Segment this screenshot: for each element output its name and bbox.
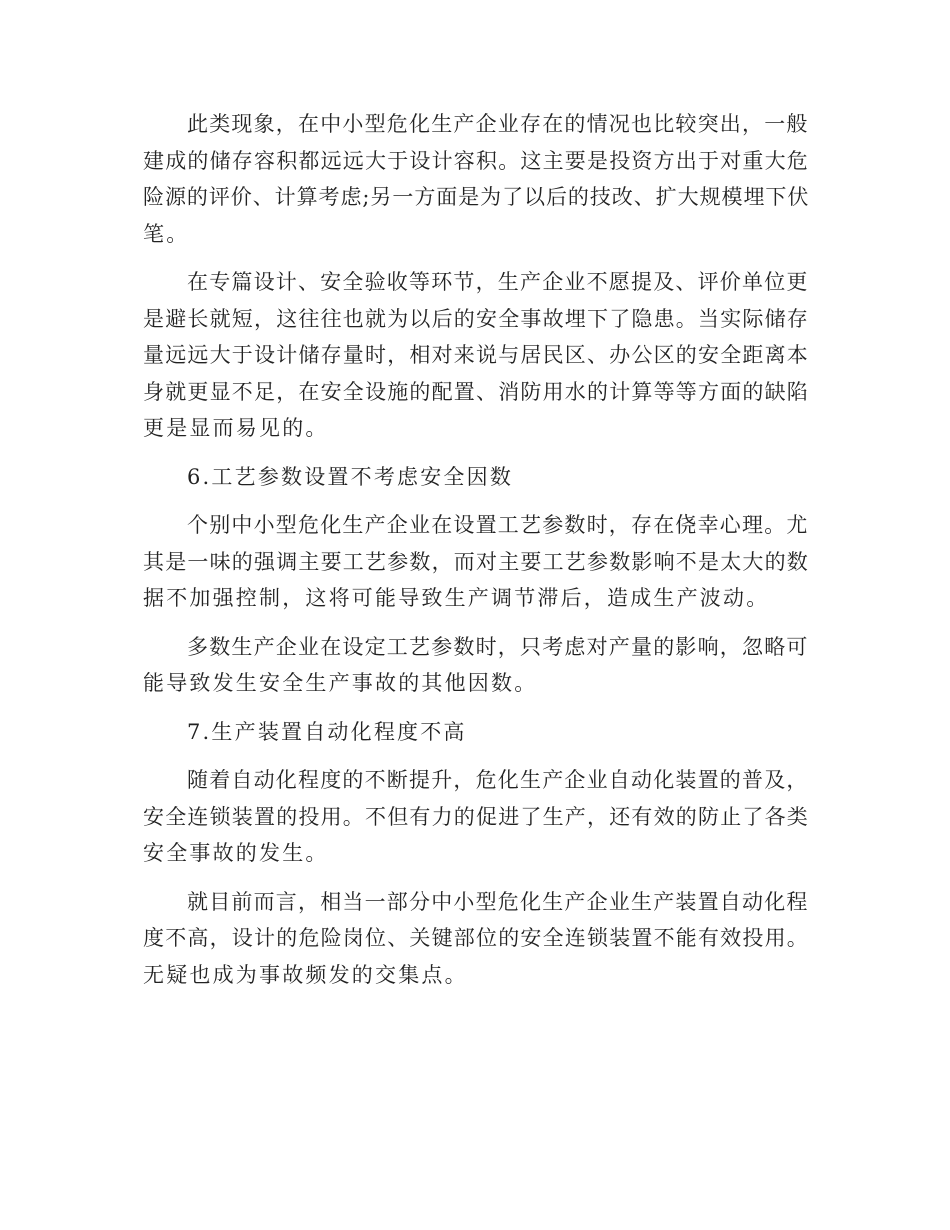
text-line: 据不加强控制，这将可能导致生产调节滞后，造成生产波动。	[143, 586, 770, 610]
body-paragraph	[143, 264, 809, 447]
text-line: 个别中小型危化生产企业在设置工艺参数时，存在侥幸心理。尤	[187, 513, 809, 537]
text-line: 7.生产装置自动化程度不高	[187, 719, 467, 744]
text-line: 能导致发生安全生产事故的其他因数。	[143, 671, 538, 695]
text-line: 建成的储存容积都远远大于设计容积。这主要是投资方出于对重大危	[143, 148, 809, 173]
text-line: 更是显而易见的。	[143, 416, 329, 440]
text-line: 就目前而言，相当一部分中小型危化生产企业生产装置自动化程	[187, 889, 809, 914]
body-paragraph	[143, 629, 809, 702]
text-line: 此类现象，在中小型危化生产企业存在的情况也比较突出，一般	[187, 112, 809, 136]
body-paragraph	[143, 507, 809, 617]
text-line: 安全事故的发生。	[143, 841, 329, 865]
text-line: 无疑也成为事故频发的交集点。	[143, 962, 468, 987]
body-paragraph	[143, 762, 809, 872]
body-paragraph	[143, 884, 809, 994]
text-line: 身就更显不足，在安全设施的配置、消防用水的计算等等方面的缺陷	[143, 379, 809, 404]
section-heading	[143, 714, 809, 751]
text-line: 险源的评价、计算考虑;另一方面是为了以后的技改、扩大规模埋下伏	[143, 185, 810, 209]
text-line: 随着自动化程度的不断提升，危化生产企业自动化装置的普及，	[187, 768, 809, 792]
text-line: 量远远大于设计储存量时，相对来说与居民区、办公区的安全距离本	[143, 343, 809, 367]
text-line: 其是一味的强调主要工艺参数，而对主要工艺参数影响不是太大的数	[143, 549, 809, 574]
section-heading	[143, 459, 809, 496]
text-line: 笔。	[143, 221, 190, 246]
text-line: 在专篇设计、安全验收等环节，生产企业不愿提及、评价单位更	[187, 270, 809, 294]
text-line: 度不高，设计的危险岗位、关键部位的安全连锁装置不能有效投用。	[143, 926, 809, 950]
body-paragraph	[143, 106, 809, 252]
document-body	[143, 106, 809, 1005]
text-line: 多数生产企业在设定工艺参数时，只考虑对产量的影响，忽略可	[187, 634, 809, 659]
text-line: 是避长就短，这往往也就为以后的安全事故埋下了隐患。当实际储存	[143, 306, 809, 331]
text-line: 6.工艺参数设置不考虑安全因数	[187, 464, 514, 489]
text-line: 安全连锁装置的投用。不但有力的促进了生产，还有效的防止了各类	[143, 804, 809, 829]
